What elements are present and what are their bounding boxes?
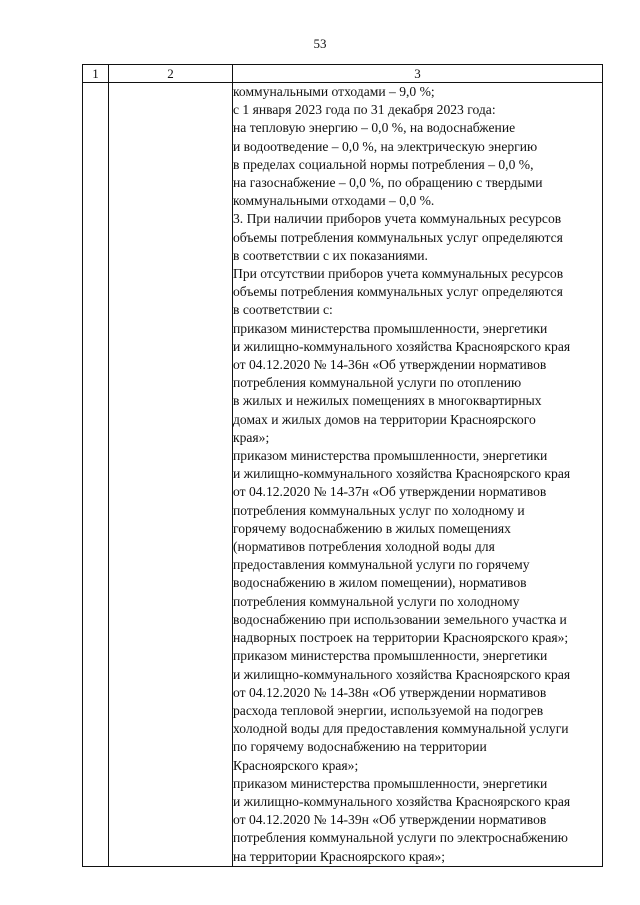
text-line: приказом министерства промышленности, энергетики (233, 448, 548, 464)
text-line: домах и жилых домов на территории Красноярского (233, 411, 536, 427)
text-line: в соответствии с их показаниями. (233, 247, 428, 263)
text-line: и жилищно-коммунального хозяйства Красноярского края (233, 338, 571, 354)
document-table (82, 64, 603, 867)
text-line: в жилых и нежилых помещениях в многоквартирных (233, 393, 542, 409)
text-line: горячему водоснабжению в жилых помещениях (233, 520, 511, 536)
text-line: потребления коммунальной услуги по холодному (233, 593, 520, 609)
text-line: водоснабжению в жилом помещении), нормативов (233, 575, 527, 591)
text-line: потребления коммунальной услуги по электроснабжению (233, 830, 568, 846)
text-line: потребления коммунальных услуг по холодному и (233, 502, 525, 518)
text-line: и жилищно-коммунального хозяйства Красноярского края (233, 666, 571, 682)
text-line: приказом министерства промышленности, энергетики (233, 775, 548, 791)
text-line: приказом министерства промышленности, энергетики (233, 648, 548, 664)
text-line: расхода тепловой энергии, используемой на подогрев (233, 702, 544, 718)
column-3-cell (233, 83, 603, 867)
text-line: (нормативов потребления холодной воды для (233, 539, 495, 555)
text-line: объемы потребления коммунальных услуг определяются (233, 229, 563, 245)
text-line: на газоснабжение – 0,0 %, по обращению с твердыми (233, 175, 543, 191)
column-header-2: 2 (109, 65, 233, 83)
text-line: по горячему водоснабжению на территории (233, 739, 487, 755)
text-line: коммунальными отходами – 9,0 %; (233, 84, 435, 99)
text-line: с 1 января 2023 года по 31 декабря 2023 года: (233, 102, 496, 118)
text-line: от 04.12.2020 № 14-36н «Об утверждении нормативов (233, 357, 547, 373)
column-header-1: 1 (83, 65, 109, 83)
text-line: приказом министерства промышленности, энергетики (233, 320, 548, 336)
text-line: предоставления коммунальной услуги по горячему (233, 557, 530, 573)
text-line: надворных построек на территории Красноярского края»; (233, 630, 569, 646)
text-line: объемы потребления коммунальных услуг определяются (233, 284, 563, 300)
table-row (83, 83, 603, 867)
text-line: края»; (233, 429, 270, 445)
text-line: коммунальными отходами – 0,0 %. (233, 193, 435, 209)
text-line: в пределах социальной нормы потребления – 0,0 %, (233, 156, 534, 172)
text-line: и водоотведение – 0,0 %, на электрическую энергию (233, 138, 538, 154)
table-header-row (83, 65, 603, 83)
page-number: 53 (313, 36, 327, 51)
text-line: от 04.12.2020 № 14-39н «Об утверждении нормативов (233, 812, 547, 828)
column-2-cell (109, 83, 233, 867)
text-line: Красноярского края»; (233, 757, 359, 773)
text-line: и жилищно-коммунального хозяйства Красноярского края (233, 466, 571, 482)
column-1-cell (83, 83, 109, 867)
text-line: водоснабжению при использовании земельного участка и (233, 611, 567, 627)
text-line: и жилищно-коммунального хозяйства Красноярского края (233, 793, 571, 809)
text-line: 3. При наличии приборов учета коммунальных ресурсов (233, 211, 562, 227)
text-line: от 04.12.2020 № 14-37н «Об утверждении нормативов (233, 484, 547, 500)
text-line: При отсутствии приборов учета коммунальных ресурсов (233, 266, 564, 282)
text-line: потребления коммунальной услуги по отоплению (233, 375, 522, 391)
text-line: на территории Красноярского края»; (233, 848, 446, 864)
text-line: в соответствии с: (233, 302, 333, 318)
column-header-3: 3 (233, 65, 603, 83)
text-line: на тепловую энергию – 0,0 %, на водоснабжение (233, 120, 516, 136)
text-line: холодной воды для предоставления коммунальной услуги (233, 721, 569, 737)
text-line: от 04.12.2020 № 14-38н «Об утверждении нормативов (233, 684, 547, 700)
